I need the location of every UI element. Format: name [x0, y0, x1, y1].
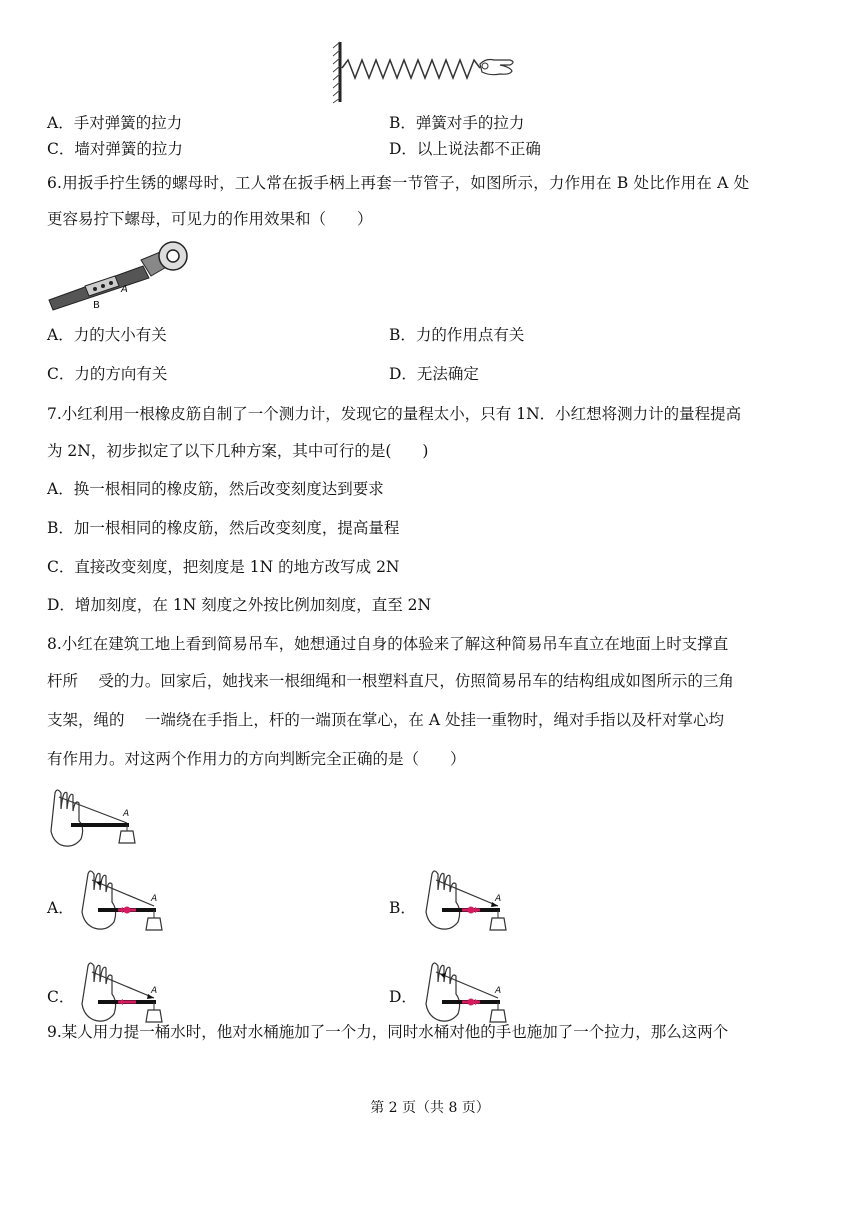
- q7-stem-line1: 7.小红利用一根橡皮筋自制了一个测力计，发现它的量程太小，只有 1N．小红想将测力计的量程提高: [47, 405, 742, 423]
- q6-option-c[interactable]: C．力的方向有关: [47, 365, 168, 383]
- q6-stem-line2: 更容易拧下螺母，可见力的作用效果和（ ）: [47, 210, 373, 228]
- q7-option-c[interactable]: C．直接改变刻度，把刻度是 1N 的地方改写成 2N: [47, 558, 400, 576]
- q5-option-c[interactable]: C．墙对弹簧的拉力: [47, 140, 183, 158]
- q8-stem-line2: 杆所 受的力。回家后，她找来一根细绳和一根塑料直尺，仿照简易吊车的结构组成如图所示的三角: [47, 672, 734, 690]
- q8-option-b-figure-label: A: [495, 894, 502, 904]
- q8-option-c[interactable]: C．: [47, 988, 75, 1006]
- spring-figure: [330, 40, 520, 104]
- q8-option-a-figure: [74, 866, 164, 941]
- q8-option-a[interactable]: A．: [47, 899, 74, 917]
- q9-stem-line1: 9.某人用力提一桶水时，他对水桶施加了一个力，同时水桶对他的手也施加了一个拉力，那么这两个: [47, 1023, 729, 1041]
- q8-main-label-a: A: [123, 809, 130, 819]
- q7-stem-line2: 为 2N，初步拟定了以下几种方案，其中可行的是( ): [47, 442, 429, 460]
- wrench-label-b: B: [93, 300, 100, 311]
- q6-option-d[interactable]: D．无法确定: [389, 365, 479, 383]
- page-footer: 第 2 页（共 8 页）: [370, 1100, 490, 1116]
- q5-option-a[interactable]: A．手对弹簧的拉力: [47, 114, 183, 132]
- q5-option-d[interactable]: D．以上说法都不正确: [389, 140, 541, 158]
- q5-option-b[interactable]: B．弹簧对手的拉力: [389, 114, 525, 132]
- wrench-figure: [45, 240, 195, 312]
- q8-option-d[interactable]: D．: [389, 988, 417, 1006]
- wrench-label-a: A: [121, 284, 128, 295]
- q7-option-d[interactable]: D．增加刻度，在 1N 刻度之外按比例加刻度，直至 2N: [47, 596, 432, 614]
- q7-option-a[interactable]: A．换一根相同的橡皮筋，然后改变刻度达到要求: [47, 480, 384, 498]
- q8-stem-line4: 有作用力。对这两个作用力的方向判断完全正确的是（ ）: [47, 750, 466, 768]
- q8-option-d-figure-label: A: [495, 986, 502, 996]
- q8-option-b-figure: [418, 866, 508, 941]
- q8-option-c-figure-label: A: [151, 986, 158, 996]
- q8-stem-line1: 8.小红在建筑工地上看到简易吊车，她想通过自身的体验来了解这种简易吊车直立在地面上时支撑直: [47, 635, 729, 653]
- q8-stem-line3: 支架，绳的 一端绕在手指上，杆的一端顶在掌心，在 A 处挂一重物时，绳对手指以及杆对掌心均: [47, 711, 724, 729]
- q6-option-a[interactable]: A．力的大小有关: [47, 326, 167, 344]
- q8-main-figure: [45, 785, 145, 850]
- q7-option-b[interactable]: B．加一根相同的橡皮筋，然后改变刻度，提高量程: [47, 519, 400, 537]
- q6-option-b[interactable]: B．力的作用点有关: [389, 326, 525, 344]
- q8-option-a-figure-label: A: [151, 894, 158, 904]
- q6-stem-line1: 6.用扳手拧生锈的螺母时，工人常在扳手柄上再套一节管子，如图所示，力作用在 B 处比作用在 A 处: [47, 174, 750, 192]
- q8-option-b[interactable]: B．: [389, 899, 416, 917]
